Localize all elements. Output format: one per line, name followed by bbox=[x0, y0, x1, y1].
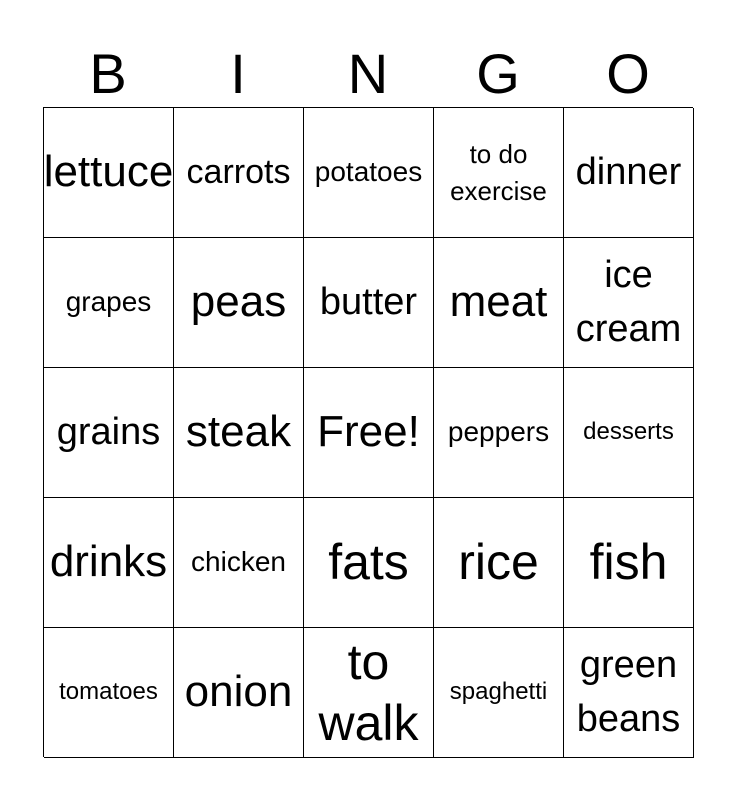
header-letter-b: B bbox=[89, 42, 127, 105]
header-letter-o: O bbox=[606, 42, 650, 105]
bingo-cell-r1-c1[interactable]: lettuce bbox=[44, 108, 174, 238]
bingo-cell-r5-c4[interactable]: spaghetti bbox=[434, 628, 564, 758]
bingo-cell-r1-c3[interactable]: potatoes bbox=[304, 108, 434, 238]
bingo-cell-r2-c3[interactable]: butter bbox=[304, 238, 434, 368]
bingo-cell-r2-c1[interactable]: grapes bbox=[44, 238, 174, 368]
bingo-cell-r2-c5[interactable]: ice cream bbox=[564, 238, 694, 368]
bingo-cell-r5-c2[interactable]: onion bbox=[174, 628, 304, 758]
bingo-cell-r2-c4[interactable]: meat bbox=[434, 238, 564, 368]
bingo-cell-r3-c3-free[interactable]: Free! bbox=[304, 368, 434, 498]
header-letter-n: N bbox=[347, 42, 389, 105]
bingo-cell-r1-c4[interactable]: to do exercise bbox=[434, 108, 564, 238]
bingo-cell-r4-c2[interactable]: chicken bbox=[174, 498, 304, 628]
bingo-cell-r1-c5[interactable]: dinner bbox=[564, 108, 694, 238]
bingo-cell-r5-c1[interactable]: tomatoes bbox=[44, 628, 174, 758]
bingo-cell-r5-c5[interactable]: green beans bbox=[564, 628, 694, 758]
bingo-cell-r3-c2[interactable]: steak bbox=[174, 368, 304, 498]
bingo-cell-r4-c3[interactable]: fats bbox=[304, 498, 434, 628]
bingo-cell-r1-c2[interactable]: carrots bbox=[174, 108, 304, 238]
bingo-card-grid bbox=[43, 107, 693, 757]
bingo-cell-r3-c4[interactable]: peppers bbox=[434, 368, 564, 498]
bingo-cell-r4-c5[interactable]: fish bbox=[564, 498, 694, 628]
bingo-cell-r5-c3[interactable]: to walk bbox=[304, 628, 434, 758]
header-letter-i: I bbox=[230, 42, 246, 105]
bingo-cell-r4-c4[interactable]: rice bbox=[434, 498, 564, 628]
bingo-header bbox=[43, 40, 693, 108]
bingo-cell-r3-c1[interactable]: grains bbox=[44, 368, 174, 498]
bingo-cell-r3-c5[interactable]: desserts bbox=[564, 368, 694, 498]
header-letter-g: G bbox=[476, 42, 520, 105]
bingo-cell-r4-c1[interactable]: drinks bbox=[44, 498, 174, 628]
bingo-cell-r2-c2[interactable]: peas bbox=[174, 238, 304, 368]
